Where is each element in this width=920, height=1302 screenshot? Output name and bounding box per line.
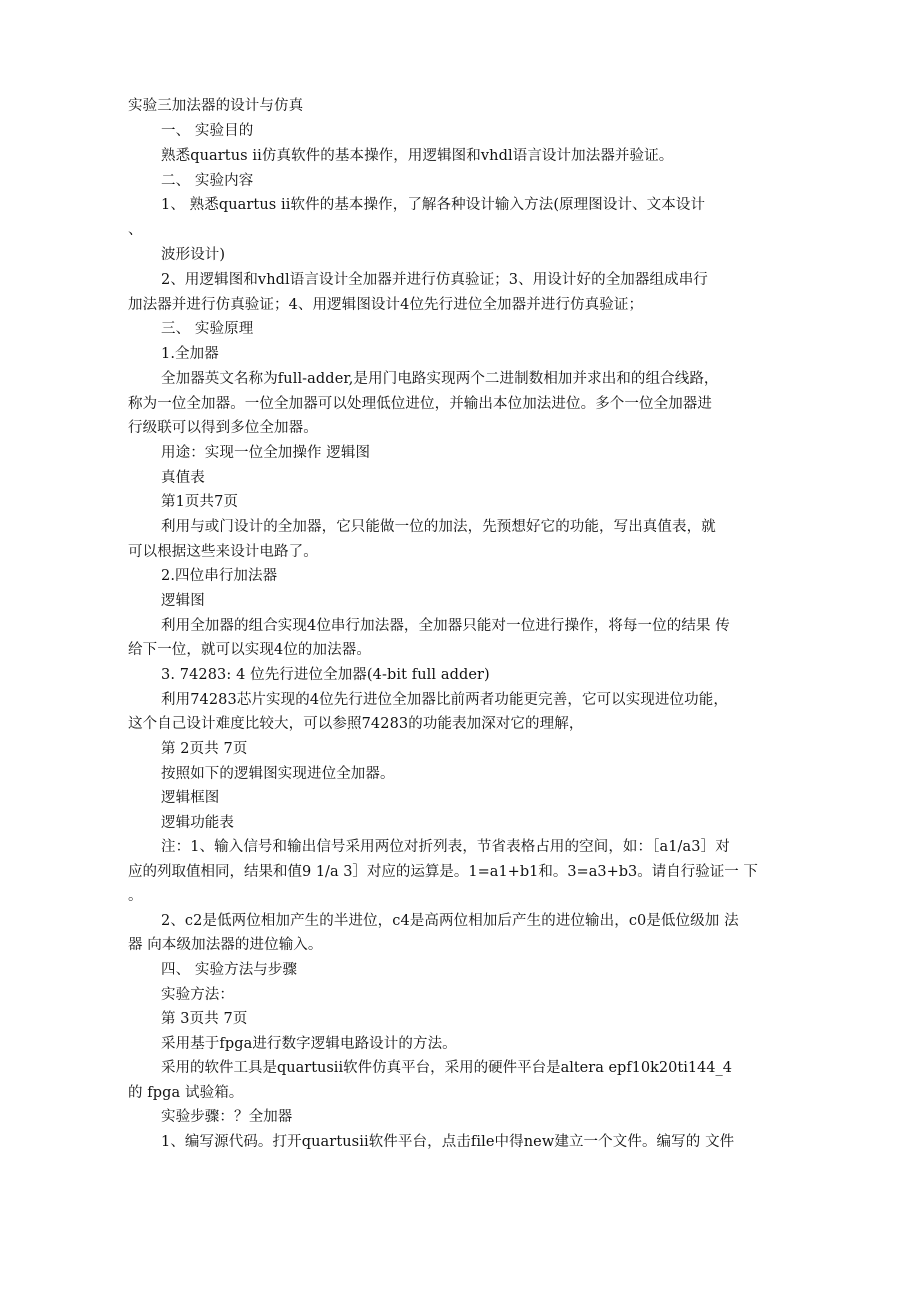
paragraph-line: 实验步骤：？全加器: [161, 1109, 293, 1125]
paragraph-line: 真值表: [161, 470, 205, 486]
paragraph-line: 的 fpga 试验箱。: [128, 1085, 244, 1101]
paragraph-line: 加法器并进行仿真验证；4、用逻辑图设计4位先行进位全加器并进行仿真验证；: [128, 297, 644, 313]
paragraph-line: 逻辑图: [161, 593, 205, 609]
paragraph-line: 全加器英文名称为full-adder,是用门电路实现两个二进制数相加并求出和的组合线路，: [161, 371, 719, 387]
section-heading: 三、 实验原理: [161, 321, 254, 337]
paragraph-line: 行级联可以得到多位全加器。: [128, 420, 318, 436]
paragraph-line: 利用全加器的组合实现4位串行加法器，全加器只能对一位进行操作，将每一位的结果 传: [161, 618, 730, 634]
document-title: 实验三加法器的设计与仿真: [128, 98, 304, 114]
paragraph-line: 采用的软件工具是quartusii软件仿真平台，采用的硬件平台是altera epf10k20ti144_4: [161, 1060, 732, 1076]
paragraph-line: 1、编写源代码。打开quartusii软件平台，点击file中得new建立一个文件。编写的 文件: [161, 1134, 735, 1150]
paragraph-line: 利用与或门设计的全加器，它只能做一位的加法，先预想好它的功能，写出真值表，就: [161, 519, 716, 535]
paragraph-line: 给下一位，就可以实现4位的加法器。: [128, 642, 371, 658]
paragraph-line: 逻辑框图: [161, 790, 220, 806]
paragraph-line: 利用74283芯片实现的4位先行进位全加器比前两者功能更完善，它可以实现进位功能，: [161, 692, 728, 708]
paragraph-line: 波形设计): [161, 247, 226, 263]
section-heading: 二、 实验内容: [161, 173, 254, 189]
paragraph-line: 采用基于fpga进行数字逻辑电路设计的方法。: [161, 1036, 457, 1052]
subsection-heading: 3. 74283: 4 位先行进位全加器(4-bit full adder): [161, 667, 490, 683]
section-heading: 一、 实验目的: [161, 123, 254, 139]
paragraph-line: 1、 熟悉quartus ii软件的基本操作，了解各种设计输入方法(原理图设计、文本设计: [161, 197, 706, 213]
paragraph-line: 按照如下的逻辑图实现进位全加器。: [161, 766, 395, 782]
page-number: 第 3页共 7页: [161, 1011, 248, 1027]
subsection-heading: 1.全加器: [161, 346, 219, 362]
paragraph-line: 称为一位全加器。一位全加器可以处理低位进位，并输出本位加法进位。多个一位全加器进: [128, 396, 712, 412]
paragraph-line: 、: [128, 222, 143, 238]
paragraph-line: 2、c2是低两位相加产生的半进位，c4是高两位相加后产生的进位输出，c0是低位级加 法: [161, 913, 739, 929]
paragraph-line: 逻辑功能表: [161, 815, 234, 831]
paragraph-line: 实验方法：: [161, 987, 234, 1003]
section-heading: 四、 实验方法与步骤: [161, 962, 298, 978]
page-number: 第1页共7页: [161, 494, 239, 510]
paragraph-line: 可以根据这些来设计电路了。: [128, 544, 318, 560]
paragraph-line: 熟悉quartus ii仿真软件的基本操作，用逻辑图和vhdl语言设计加法器并验证。: [161, 148, 674, 164]
paragraph-line: 这个自己设计难度比较大，可以参照74283的功能表加深对它的理解，: [128, 716, 584, 732]
subsection-heading: 2.四位串行加法器: [161, 568, 278, 584]
paragraph-line: 应的列取值相同，结果和值9 1/a 3］对应的运算是。1=a1+b1和。3=a3+b3。请自行验证一 下: [128, 864, 758, 880]
paragraph-line: 用途：实现一位全加操作 逻辑图: [161, 445, 371, 461]
paragraph-line: 注：1、输入信号和输出信号采用两位对折列表，节省表格占用的空间，如：［a1/a3］对: [161, 839, 730, 855]
paragraph-line: 器 向本级加法器的进位输入。: [128, 937, 323, 953]
paragraph-line: 2、用逻辑图和vhdl语言设计全加器并进行仿真验证；3、用设计好的全加器组成串行: [161, 272, 708, 288]
paragraph-line: 。: [128, 888, 143, 904]
page-number: 第 2页共 7页: [161, 741, 248, 757]
